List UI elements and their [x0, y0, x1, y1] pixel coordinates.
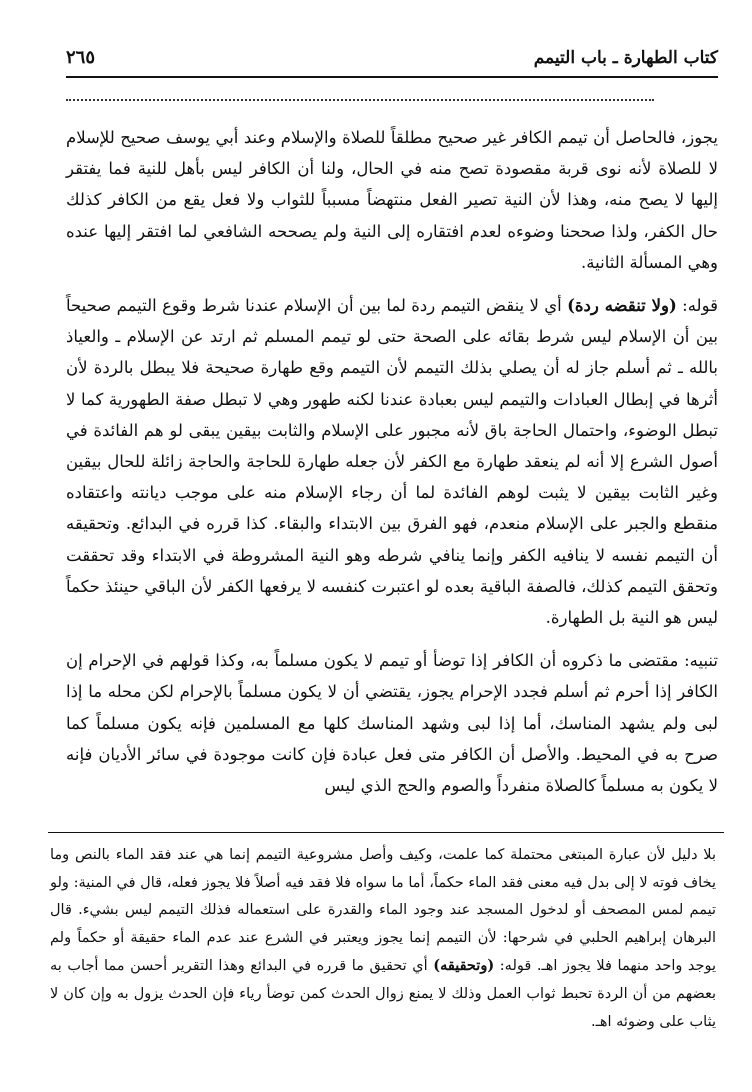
footnotes	[50, 842, 716, 1036]
page-header	[66, 44, 718, 76]
paragraph-2-lead: قوله:	[682, 296, 719, 316]
quoted-term: (ولا تنقضه ردة)	[567, 296, 677, 316]
footnote-rule	[48, 832, 724, 833]
running-title: كتاب الطهارة ـ باب التيمم	[533, 48, 718, 68]
header-rule	[66, 76, 718, 78]
paragraph-2	[66, 290, 718, 633]
dotted-separator	[66, 99, 654, 101]
footnote-part-2: أي تحقيق ما قرره في البدائع وهذا التقرير أحسن مما أجاب به بعضهم من أن الردة تحبط ثواب العمل وذلك لا يمنع زوال الحدث كمن توضأ رياء فإن الحدث يزول به وإن كان لا يثاب على وضوئه اهـ.	[50, 958, 716, 1030]
page-number: ٢٦٥	[66, 47, 96, 68]
paragraph-1: يجوز، فالحاصل أن تيمم الكافر غير صحيح مطلقاً للصلاة والإسلام وعند أبي يوسف صحيح للإسلام لا للصلاة لأنه نوى قربة مقصودة تصح منه في الحال، ولنا أن الكافر ليس بأهل للنية فما يفتقر إليها لا يصح منه، وهذا لأن النية تصير الفعل منتهضاً مسبباً للثواب ولا فعل يقع من الكافر كذلك حال الكفر، ولذا صححنا وضوءه لعدم افتقاره إلى النية ولم يصححه الشافعي لما افتقر إليها عنده وهي المسألة الثانية.	[66, 128, 718, 272]
main-text	[66, 122, 718, 801]
paragraph-2-body: أي لا ينقض التيمم ردة لما بين أن الإسلام عندنا شرط وقوع التيمم صحيحاً بين أن الإسلام ليس شرط بقائه على الصحة حتى لو تيمم المسلم ثم ارتد عن الإسلام ـ والعياذ بالله ـ ثم أسلم جاز له أن يصلي بذلك التيمم لأن التيمم وقع طهارة صحيحة فلا يبطل بالردة لأن أثرها في إبطال العبادات والتيمم ليس بعبادة عندنا لكنه طهور وهي لا تبطل صفة الطهورية كما لا تبطل الوضوء، واحتمال الحاجة باق لأنه مجبور على الإسلام والثابت بيقين يبقى لو هم الفائدة في أصول الشرع إلا أنه لم ينعقد طهارة مع الكفر لأن جعله طهارة للحاجة والحاجة زائلة للحال بيقين وغير الثابت بيقين لا يثبت لوهم الفائدة لما أن رجاء الإسلام منه على موجب ديانته واعتقاده منقطع والجبر على الإسلام منعدم، فهو الفرق بين الابتداء والبقاء. كذا قرره في البدائع. وتحقيقه أن التيمم نفسه لا ينافيه الكفر وإنما ينافي شرطه وهو النية المشروطة في الابتداء وقد تحققت وتحقق التيمم كذلك، فالصفة الباقية بعده لو اعتبرت كنفسه لا يرفعها الكفر لأن الباقي حينئذ حكماً ليس هو النية بل الطهارة.	[66, 296, 718, 628]
footnote-part-1: بلا دليل لأن عبارة المبتغى محتملة كما علمت، وكيف وأصل مشروعية التيمم إنما هي عند فقد الماء بالنص وما يخاف فوته لا إلى بدل فيه معنى فقد الماء حكماً، أما ما سواه فلا فقد فيه أصلاً فلا يجوز فعله، قال في المنية: ولو تيمم لمس المصحف أو لدخول المسجد عند وجود الماء والقدرة على استعماله فذلك التيمم ليس بشيء. قال البرهان إبراهيم الحلبي في شرحها: لأن التيمم إنما يجوز ويعتبر في الشرع عند عدم الماء حقيقة أو حكماً ولم يوجد واحد منهما فلا يجوز اهـ. قوله:	[50, 847, 717, 975]
footnote-text	[50, 842, 716, 1036]
footnote-term: (وتحقيقه)	[433, 957, 495, 975]
paragraph-3: تنبيه: مقتضى ما ذكروه أن الكافر إذا توضأ أو تيمم لا يكون مسلماً به، وكذا قولهم في الإحرام إن الكافر إذا أحرم ثم أسلم فجدد الإحرام يجوز، يقتضي أن لا يكون مسلماً بالإحرام لكن محله ما إذا لبى ولم يشهد المناسك، أما إذا لبى وشهد المناسك كلها مع المسلمين فإنه يكون مسلماً كما صرح به في المحيط. والأصل أن الكافر متى فعل عبادة فإن كانت موجودة في سائر الأديان فإنه لا يكون به مسلماً كالصلاة منفرداً والصوم والحج الذي ليس	[66, 651, 718, 796]
